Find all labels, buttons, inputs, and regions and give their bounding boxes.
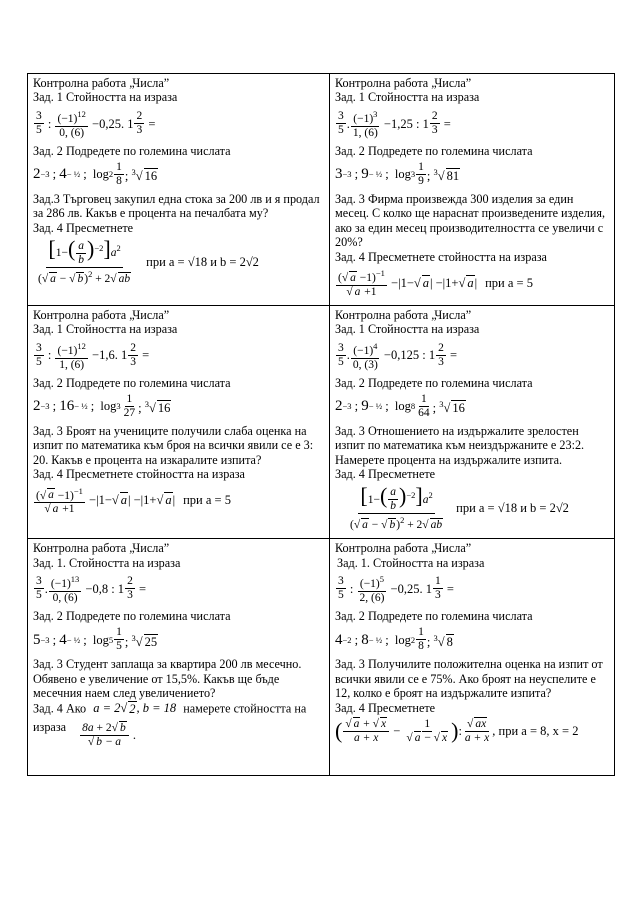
task-3-text: Зад. 3 Студент заплаща за квартира 200 лв месечно. Обявено е увеличение от 15,5%. Какъв ще бъде месечния наем след увеличението?: [33, 657, 302, 701]
variant-title: Контролна работа „Числа”: [335, 76, 472, 90]
variant-title: Контролна работа „Числа”: [335, 307, 472, 322]
task-4-line: Зад. 4 Ако a = 2√ 2 , b = 18 намерете стойността на: [33, 701, 307, 716]
task-4-expr-label: израза: [33, 719, 67, 734]
task-4-condition: при a = 5: [485, 275, 533, 290]
task-4-label: Зад. 4 Пресметнете стойността на израза: [33, 467, 245, 482]
variant-title: Контролна работа „Числа”: [33, 76, 170, 90]
task-2-label: Зад. 2 Подредете по големина числата: [33, 608, 231, 623]
task-4-expression: [1−( $\frac{a}{b}$ )$^{-2}]a^2$ (√ a − √ b)$^2$ + 2√ ab при a = √18 и b = 2√2: [350, 482, 569, 532]
task-2-expression: 3 −3 ; 9 − ½ ; log 3 1 9 ; $^3$√ 81: [335, 161, 460, 188]
task-4-expression-line: израза 8a + 2√ b √ b − a .: [33, 719, 136, 748]
task-4-label: Зад. 4 Ако: [33, 701, 87, 716]
task-2-expression: 2 −3 ; 16 − ½ ; log 3 1 27 ; $^3$√ 16: [33, 392, 171, 419]
variant-title: Контролна работа „Числа”: [33, 307, 170, 322]
task-1-expression: 3 5 : $(-1)^{12}$ 0, (6) −0,25. 1 $\frac{2}{3}$ =: [36, 108, 156, 139]
task-2-label: Зад. 2 Подредете по големина числата: [33, 375, 231, 390]
task-4-condition: при a = 5: [183, 493, 231, 508]
task-2-expression: 2 −3 ; 9 − ½ ; log 8 1 64 ; $^3$√ 16: [335, 392, 465, 419]
task-4-expression: ( √ a + √ x a + x − $\frac{1}{√ a - √ x}$ ) : √ ax a + x , при a = 8, x = 2: [335, 717, 579, 744]
task-1-label: Зад. 1 Стойността на израза: [335, 90, 480, 105]
task-4-expression: (√ a −1)$^{-1}$ √ a +1 −|1−√ a| −|1+√ a| при a = 5: [338, 268, 533, 298]
task-3-text: Зад. 3 Фирма произвежда 300 изделия за един месец. С колко ще нараснат произведените изделия, ако за един месец производителността се увеличи с 20%?: [335, 192, 606, 250]
task-4-label: Зад. 4 Пресметнете: [335, 467, 436, 482]
task-1-expression: 3 5 . $(-1)^4$ 0, (3) −0,125 : 1 $\frac{2}{3}$ =: [338, 340, 458, 371]
task-4-label: Зад. 4 Пресметнете: [33, 220, 134, 235]
task-3-text: Зад. 3 Броят на учениците получили слаба оценка на изпит по математика към броя на всички явили се е 3: 20. Какъв е процента на изкаралите изпита?: [33, 423, 314, 467]
task-2-label: Зад. 2 Подредете по големина числата: [335, 375, 533, 390]
task-4-expression: [1−( $\frac{a}{b}$ )$^{-2}]a^2$ (√ a − √ b)$^2$ + 2√ ab при a = √18 и b = 2√2: [38, 236, 259, 285]
task-2-label: Зад. 2 Подредете по големина числата: [335, 608, 533, 623]
task-2-expression: 2 −3 ; 4 − ½ ; log 2 1 8 ; $^3$√ 16: [33, 161, 158, 188]
task-2-label: Зад. 2 Подредете по големина числата: [33, 143, 231, 158]
task-4-label: Зад. 4 Пресметнете стойността на израза: [335, 249, 547, 264]
task-2-expression: 4 −2 ; 8 − ½ ; log 2 1 8 ; $^3$√ 8: [335, 626, 453, 653]
task-3-text: Зад.3 Търговец закупил една стока за 200 лв и я продал за 286 лв. Какъв е процента на печалбата му?: [33, 192, 320, 221]
task-1-label: Зад. 1 Стойността на израза: [335, 322, 480, 337]
task-4-label: Зад. 4 Пресметнете: [335, 700, 436, 715]
task-2-label: Зад. 2 Подредете по големина числата: [335, 143, 533, 158]
task-3-text: Зад. 3 Получилите положителна оценка на изпит от всички явили се е 75%. Ако броят на неуспелите е 12, колко е броят на издържалите изпита?: [335, 657, 603, 701]
task-1-label: Зад. 1 Стойността на израза: [33, 90, 178, 105]
variant-cell-5: [28, 539, 330, 776]
task-1-label: Зад. 1. Стойността на израза: [337, 555, 485, 570]
task-1-expression: 3 5 . $(-1)^3$ 1, (6) −1,25 : 1 $\frac{2}{3}$ =: [338, 108, 451, 139]
table-row: [28, 74, 615, 306]
task-1-expression: 3 5 : $(-1)^{12}$ 1, (6) −1,6. 1 $\frac{2}{3}$ =: [36, 340, 150, 371]
variant-cell-6: [330, 539, 615, 776]
task-1-label: Зад. 1. Стойността на израза: [33, 555, 181, 570]
variant-title: Контролна работа „Числа”: [335, 541, 472, 556]
task-4-expression: (√ a −1)$^{-1}$ √ a +1 −|1−√ a| −|1+√ a| при a = 5: [36, 485, 231, 516]
test-variants-table: [27, 73, 615, 776]
task-4-condition: при a = √18 и b = 2√2: [456, 501, 569, 516]
variant-cell-4: [330, 305, 615, 538]
task-1-label: Зад. 1 Стойността на израза: [33, 322, 178, 337]
variant-cell-1: [28, 74, 330, 306]
task-2-expression: 5 −3 ; 4 − ½ ; log 5 1 5 ; $^3$√ 25: [33, 626, 158, 653]
table-row: [28, 305, 615, 538]
task-4-text: намерете стойността на: [183, 701, 307, 716]
variant-title: Контролна работа „Числа”: [33, 541, 170, 556]
task-1-expression: 3 5 : $(-1)^5$ 2, (6) −0,25. 1 $\frac{1}{3}$ =: [338, 574, 454, 604]
table-row: [28, 539, 615, 776]
task-3-text: Зад. 3 Отношението на издържалите зрелостен изпит по математика към неиздържаните е 23:2. Намерете процента на издържалите изпита.: [335, 423, 585, 467]
task-1-expression: 3 5 . $(-1)^{13}$ 0, (6) −0,8 : 1 $\frac{2}{3}$ =: [36, 574, 146, 604]
variant-cell-2: [330, 74, 615, 306]
task-4-condition: при a = 8, x = 2: [498, 724, 579, 739]
task-4-condition: при a = √18 и b = 2√2: [146, 254, 259, 269]
variant-cell-3: [28, 305, 330, 538]
